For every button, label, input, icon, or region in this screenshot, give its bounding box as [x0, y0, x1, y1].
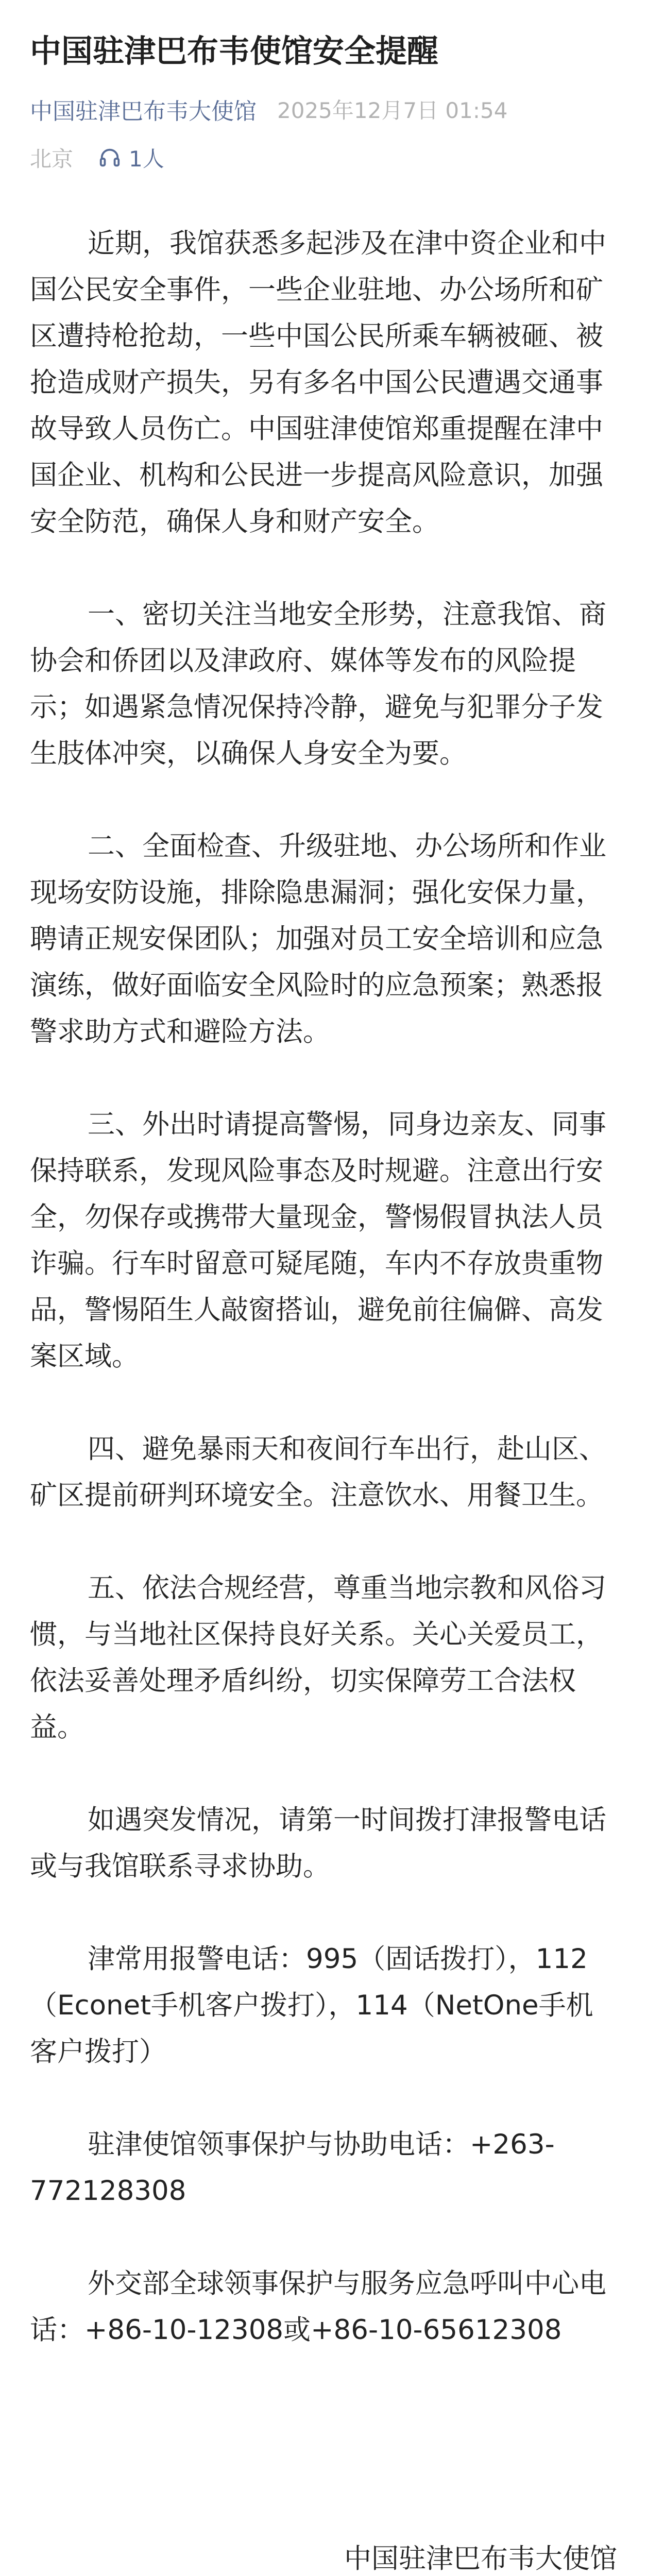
article-title: 中国驻津巴布韦使馆安全提醒: [30, 33, 439, 70]
article-body: [30, 221, 617, 2353]
paragraph-emergency-note: 如遇突发情况，请第一时间拨打津报警电话或与我馆联系寻求协助。: [30, 1804, 606, 1882]
publish-time: 2025年12月7日 01:54: [277, 98, 508, 123]
meta-row-secondary: [30, 142, 164, 173]
headphones-icon: [98, 146, 122, 170]
account-name-link[interactable]: 中国驻津巴布韦大使馆: [30, 98, 257, 125]
paragraph-police-phones: 津常用报警电话：995（固话拨打），112（Econet手机客户拨打），114（NetOne手机客户拨打）: [30, 1943, 593, 2067]
listen-button[interactable]: [98, 142, 164, 173]
paragraph-item-3: 三、外出时请提高警惕，同身边亲友、同事保持联系，发现风险事态及时规避。注意出行安全，勿保存或携带大量现金，警惕假冒执法人员诈骗。行车时留意可疑尾随，车内不存放贵重物品，警惕陌生人敲窗搭讪，避免前往偏僻、高发案区域。: [30, 1109, 606, 1372]
signature-organization: 中国驻津巴布韦大使馆: [344, 2543, 617, 2574]
paragraph-item-2: 二、全面检查、升级驻地、办公场所和作业现场安防设施，排除隐患漏洞；强化安保力量，聘请正规安保团队；加强对员工安全培训和应急演练，做好面临安全风险时的应急预案；熟悉报警求助方式和避险方法。: [30, 831, 606, 1047]
paragraph-item-1: 一、密切关注当地安全形势，注意我馆、商协会和侨团以及津政府、媒体等发布的风险提示；如遇紧急情况保持冷静，避免与犯罪分子发生肢体冲突，以确保人身安全为要。: [30, 599, 606, 769]
paragraph-item-4: 四、避免暴雨天和夜间行车出行，赴山区、矿区提前研判环境安全。注意饮水、用餐卫生。: [30, 1433, 606, 1511]
ip-location: 北京: [30, 146, 74, 172]
paragraph-item-5: 五、依法合规经营，尊重当地宗教和风俗习惯，与当地社区保持良好关系。关心关爱员工，依法妥善处理矛盾纠纷，切实保障劳工合法权益。: [30, 1572, 606, 1743]
listener-count: 1人: [129, 146, 164, 172]
paragraph-embassy-phone: 驻津使馆领事保护与协助电话：+263-772128308: [30, 2129, 555, 2207]
meta-row: [30, 94, 507, 125]
paragraph-mfa-hotline: 外交部全球领事保护与服务应急呼叫中心电话：+86-10-12308或+86-10-65612308: [30, 2268, 606, 2346]
paragraph-intro: 近期，我馆获悉多起涉及在津中资企业和中国公民安全事件，一些企业驻地、办公场所和矿区遭持枪抢劫，一些中国公民所乘车辆被砸、被抢造成财产损失，另有多名中国公民遭遇交通事故导致人员伤亡。中国驻津使馆郑重提醒在津中国企业、机构和公民进一步提高风险意识，加强安全防范，确保人身和财产安全。: [30, 228, 606, 537]
